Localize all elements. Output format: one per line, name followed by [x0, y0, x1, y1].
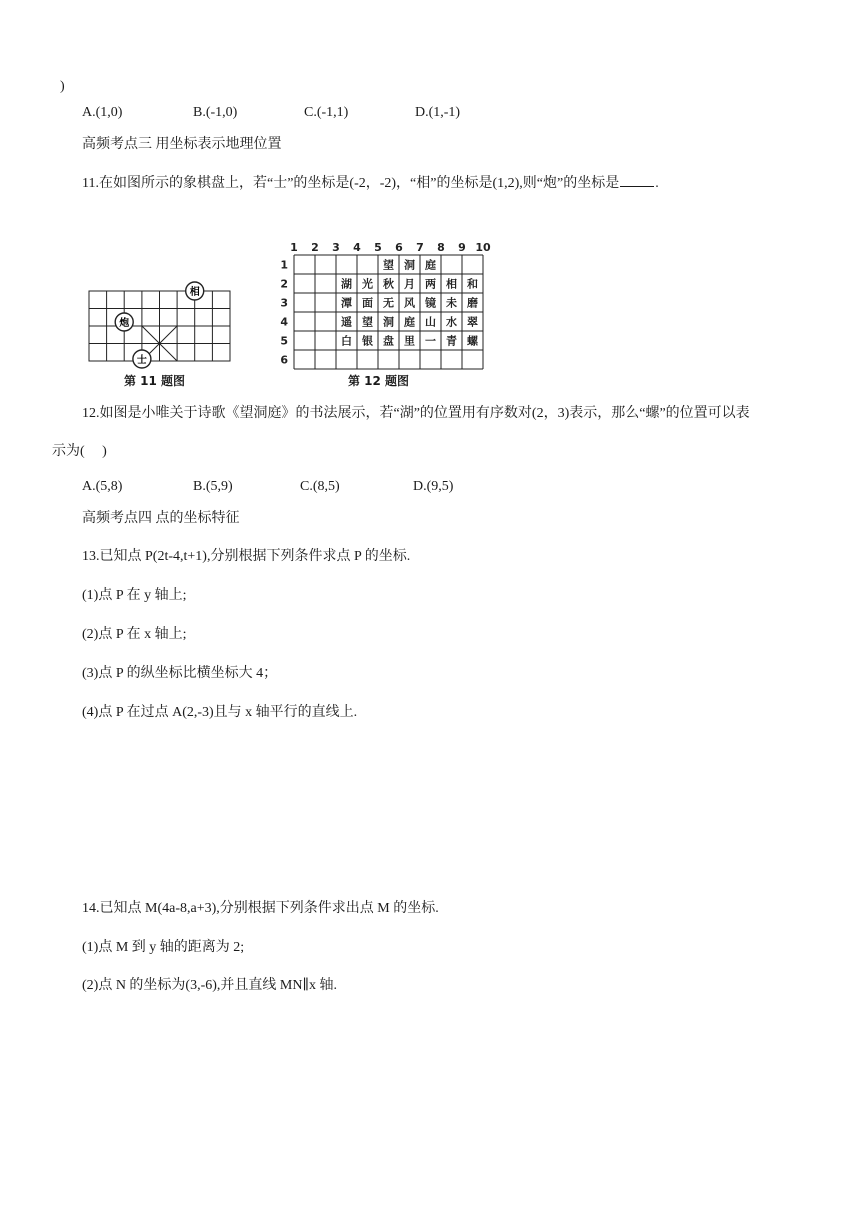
grid-character: 银	[362, 334, 373, 348]
q10-option-b: B.(-1,0)	[193, 105, 238, 120]
grid-character: 相	[446, 277, 457, 291]
q10-bracket-tail: )	[60, 79, 65, 94]
piece-pao	[115, 313, 133, 331]
q12-option-d: D.(9,5)	[413, 479, 454, 494]
grid-character: 望	[383, 258, 394, 272]
column-label: 1	[290, 241, 298, 254]
grid-character: 盘	[383, 334, 394, 348]
grid-character: 湖	[341, 277, 352, 291]
column-label: 7	[416, 241, 424, 254]
row-label: 5	[280, 334, 288, 348]
column-label: 8	[437, 241, 445, 254]
piece-xiang	[186, 282, 204, 300]
grid-character: 翠	[467, 315, 478, 329]
question-14-stem: 14.已知点 M(4a-8,a+3),分别根据下列条件求出点 M 的坐标.	[82, 901, 439, 916]
question-13-stem: 13.已知点 P(2t-4,t+1),分别根据下列条件求点 P 的坐标.	[82, 549, 411, 564]
column-label: 4	[353, 241, 361, 254]
section-heading-3: 高频考点三 用坐标表示地理位置	[82, 137, 282, 152]
grid-character: 白	[341, 334, 352, 348]
q12-option-c: C.(8,5)	[300, 479, 340, 494]
question-14-part-2: (2)点 N 的坐标为(3,-6),并且直线 MN∥x 轴.	[82, 978, 337, 993]
question-12-line-1: 12.如图是小唯关于诗歌《望洞庭》的书法展示，若“湖”的位置用有序数对(2，3)表示，那么“螺”的位置可以表	[82, 406, 750, 421]
grid-character: 庭	[404, 315, 415, 329]
grid-character: 螺	[467, 334, 478, 348]
grid-character: 水	[446, 315, 457, 329]
piece-shi	[133, 350, 151, 368]
grid-character: 风	[404, 296, 415, 310]
row-label: 1	[280, 258, 288, 272]
q11-period: .	[655, 176, 659, 191]
grid-character: 洞	[404, 258, 415, 272]
question-13-part-3: (3)点 P 的纵坐标比横坐标大 4；	[82, 666, 278, 681]
grid-character: 望	[362, 315, 373, 329]
piece-shi-label: 士	[136, 355, 147, 366]
section-heading-4: 高频考点四 点的坐标特征	[82, 511, 240, 526]
figure-11-caption: 第 11 题图	[124, 374, 186, 388]
piece-xiang-label: 相	[189, 287, 200, 298]
row-label: 3	[280, 296, 288, 310]
grid-character: 遥	[341, 315, 352, 329]
question-13-part-2: (2)点 P 在 x 轴上;	[82, 627, 187, 642]
grid-character: 月	[404, 277, 415, 291]
grid-character: 无	[383, 296, 394, 310]
q12-option-a: A.(5,8)	[82, 479, 123, 494]
grid-character: 青	[446, 334, 457, 348]
figure-11	[86, 280, 236, 390]
question-11	[82, 174, 659, 193]
poem-grid-diagram	[274, 240, 494, 372]
chessboard-diagram	[86, 280, 236, 370]
grid-character: 磨	[467, 296, 478, 310]
row-label: 4	[280, 315, 288, 329]
grid-character: 潭	[341, 296, 352, 310]
question-13-part-1: (1)点 P 在 y 轴上;	[82, 588, 187, 603]
piece-pao-label: 炮	[119, 318, 130, 329]
question-12-line-2: 示为( )	[52, 444, 107, 459]
q10-option-a: A.(1,0)	[82, 105, 123, 120]
grid-character: 山	[425, 315, 436, 329]
answer-blank	[620, 174, 654, 187]
column-label: 3	[332, 241, 340, 254]
grid-character: 秋	[383, 277, 394, 291]
column-label: 2	[311, 241, 319, 254]
grid-character: 庭	[425, 258, 436, 272]
row-label: 2	[280, 277, 288, 291]
q12-option-b: B.(5,9)	[193, 479, 233, 494]
column-label: 10	[475, 241, 491, 254]
q10-option-d: D.(1,-1)	[415, 105, 461, 120]
grid-character: 面	[362, 296, 373, 310]
figure-12-caption: 第 12 题图	[348, 374, 410, 388]
grid-character: 光	[362, 277, 373, 291]
grid-character: 一	[425, 334, 436, 348]
column-label: 6	[395, 241, 403, 254]
grid-character: 和	[467, 277, 478, 291]
grid-character: 两	[425, 277, 436, 291]
question-13-part-4: (4)点 P 在过点 A(2,-3)且与 x 轴平行的直线上.	[82, 705, 358, 720]
grid-character: 未	[446, 296, 457, 310]
grid-character: 镜	[425, 296, 436, 310]
column-label: 5	[374, 241, 382, 254]
grid-character: 里	[404, 334, 415, 348]
column-label: 9	[458, 241, 466, 254]
figure-12	[274, 240, 494, 390]
row-label: 6	[280, 353, 288, 367]
q11-text: 11.在如图所示的象棋盘上，若“士”的坐标是(-2，-2)，“相”的坐标是(1,2),则“炮”的坐标是	[82, 176, 620, 191]
grid-character: 洞	[383, 315, 394, 329]
q10-option-c: C.(-1,1)	[304, 105, 349, 120]
question-14-part-1: (1)点 M 到 y 轴的距离为 2;	[82, 940, 245, 955]
